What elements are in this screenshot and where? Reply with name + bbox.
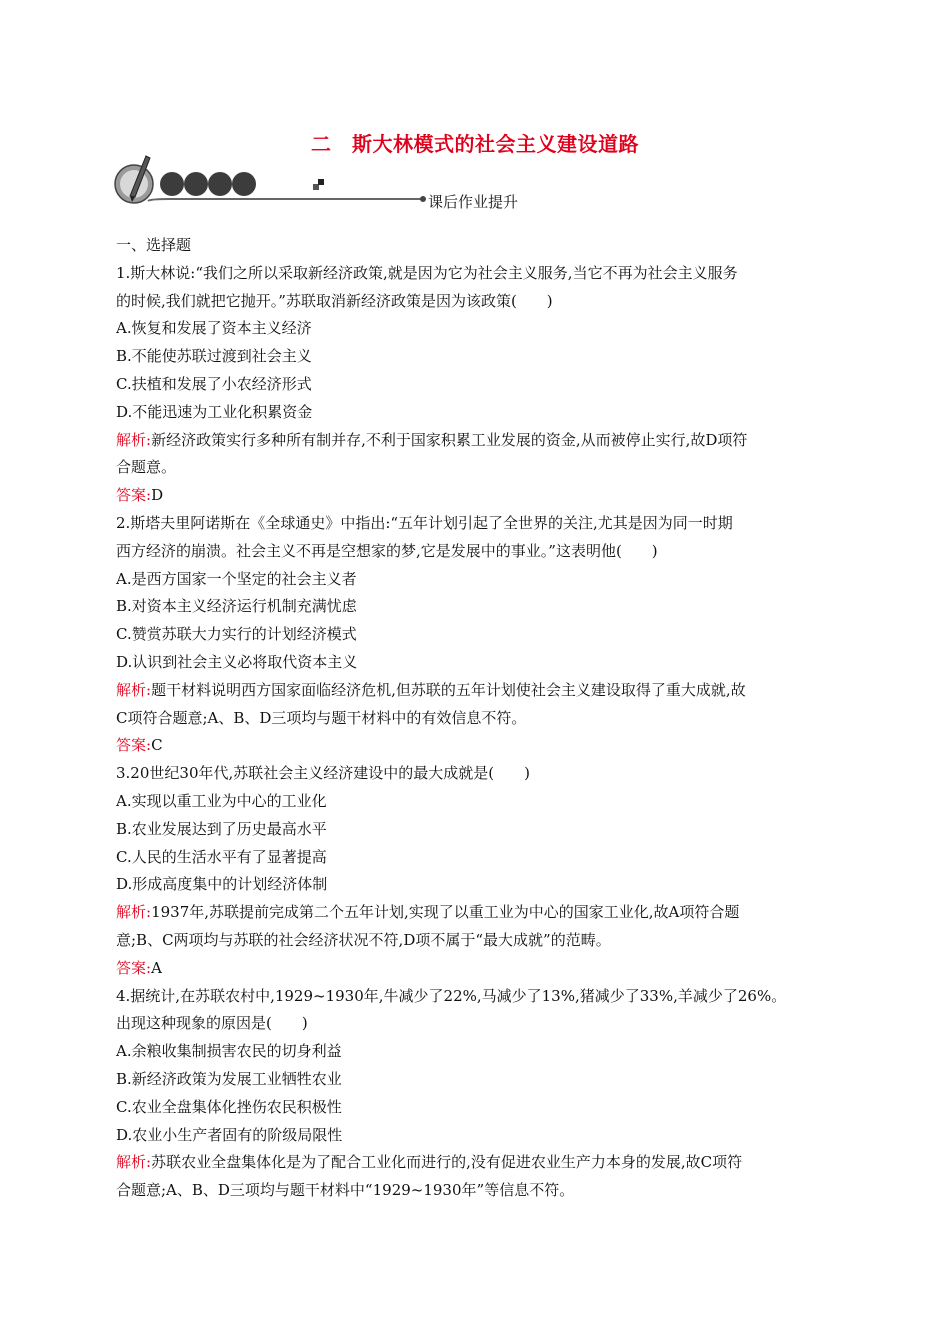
answer-label: 答案: xyxy=(116,958,152,977)
option-a: A.恢复和发展了资本主义经济 xyxy=(116,319,312,338)
analysis-text: 意;B、C两项均与苏联的社会经济状况不符,D项不属于“最大成就”的范畴。 xyxy=(116,930,611,949)
analysis-text: 苏联农业全盘集体化是为了配合工业化而进行的,没有促进农业生产力本身的发展,故C项符 xyxy=(151,1153,743,1172)
option-b: B.新经济政策为发展工业牺牲农业 xyxy=(116,1069,342,1088)
option-d: D.不能迅速为工业化积累资金 xyxy=(116,402,313,421)
option-c: C.赞赏苏联大力实行的计划经济模式 xyxy=(116,625,357,644)
answer-line xyxy=(116,482,836,510)
analysis-line xyxy=(116,677,836,705)
answer-value: D xyxy=(151,486,164,505)
option-a: A.是西方国家一个坚定的社会主义者 xyxy=(116,569,357,588)
option-a: A.实现以重工业为中心的工业化 xyxy=(116,791,327,810)
analysis-label: 解析: xyxy=(116,1153,152,1172)
analysis-text: C项符合题意;A、B、D三项均与题干材料中的有效信息不符。 xyxy=(116,708,527,727)
section-title: 一、选择题 xyxy=(116,236,192,254)
banner-label: 课后作业提升 xyxy=(428,193,519,211)
question-stem: 3.20世纪30年代,苏联社会主义经济建设中的最大成就是( ) xyxy=(116,764,530,783)
page-title: 二 斯大林模式的社会主义建设道路 xyxy=(311,132,639,156)
analysis-label: 解析: xyxy=(116,680,152,699)
answer-label: 答案: xyxy=(116,736,152,755)
section-banner xyxy=(110,152,570,214)
analysis-line xyxy=(116,1149,836,1177)
option-c: C.人民的生活水平有了显著提高 xyxy=(116,847,327,866)
question-2 xyxy=(116,510,836,760)
answer-value: C xyxy=(151,736,163,755)
analysis-label: 解析: xyxy=(116,430,152,449)
answer-value: A xyxy=(151,958,162,977)
option-b: B.农业发展达到了历史最高水平 xyxy=(116,819,327,838)
analysis-label: 解析: xyxy=(116,903,152,922)
question-stem: 1.斯大林说:“我们之所以采取新经济政策,就是因为它为社会主义服务,当它不再为社会主义服务 xyxy=(116,263,738,282)
question-stem: 出现这种现象的原因是( ) xyxy=(116,1014,308,1033)
option-d: D.认识到社会主义必将取代资本主义 xyxy=(116,652,358,671)
question-stem: 4.据统计,在苏联农村中,1929~1930年,牛减少了22%,马减少了13%,猪减少了33%,羊减少了26%。 xyxy=(116,986,787,1005)
question-stem: 的时候,我们就把它抛开。”苏联取消新经济政策是因为该政策( ) xyxy=(116,291,553,310)
option-b: B.不能使苏联过渡到社会主义 xyxy=(116,347,312,366)
analysis-text: 新经济政策实行多种所有制并存,不利于国家积累工业发展的资金,从而被停止实行,故D项符 xyxy=(151,430,748,449)
analysis-text: 合题意。 xyxy=(116,458,177,477)
question-3 xyxy=(116,760,836,982)
answer-label: 答案: xyxy=(116,486,152,505)
option-a: A.余粮收集制损害农民的切身利益 xyxy=(116,1042,342,1061)
analysis-text: 题干材料说明西方国家面临经济危机,但苏联的五年计划使社会主义建设取得了重大成就,故 xyxy=(151,680,746,699)
question-1 xyxy=(116,260,836,510)
question-stem: 2.斯塔夫里阿诺斯在《全球通史》中指出:“五年计划引起了全世界的关注,尤其是因为同一时期 xyxy=(116,513,733,532)
option-c: C.农业全盘集体化挫伤农民积极性 xyxy=(116,1097,342,1116)
option-d: D.形成高度集中的计划经济体制 xyxy=(116,875,328,894)
option-b: B.对资本主义经济运行机制充满忧虑 xyxy=(116,597,357,616)
question-4 xyxy=(116,983,836,1205)
answer-line xyxy=(116,955,836,983)
analysis-text: 1937年,苏联提前完成第二个五年计划,实现了以重工业为中心的国家工业化,故A项符合题 xyxy=(151,903,740,922)
answer-line xyxy=(116,732,836,760)
question-stem: 西方经济的崩溃。社会主义不再是空想家的梦,它是发展中的事业。”这表明他( ) xyxy=(116,541,658,560)
option-c: C.扶植和发展了小农经济形式 xyxy=(116,374,312,393)
analysis-line xyxy=(116,899,836,927)
analysis-text: 合题意;A、B、D三项均与题干材料中“1929~1930年”等信息不符。 xyxy=(116,1181,575,1200)
option-d: D.农业小生产者固有的阶级局限性 xyxy=(116,1125,343,1144)
analysis-line xyxy=(116,427,836,455)
exercise-content xyxy=(116,232,836,1205)
